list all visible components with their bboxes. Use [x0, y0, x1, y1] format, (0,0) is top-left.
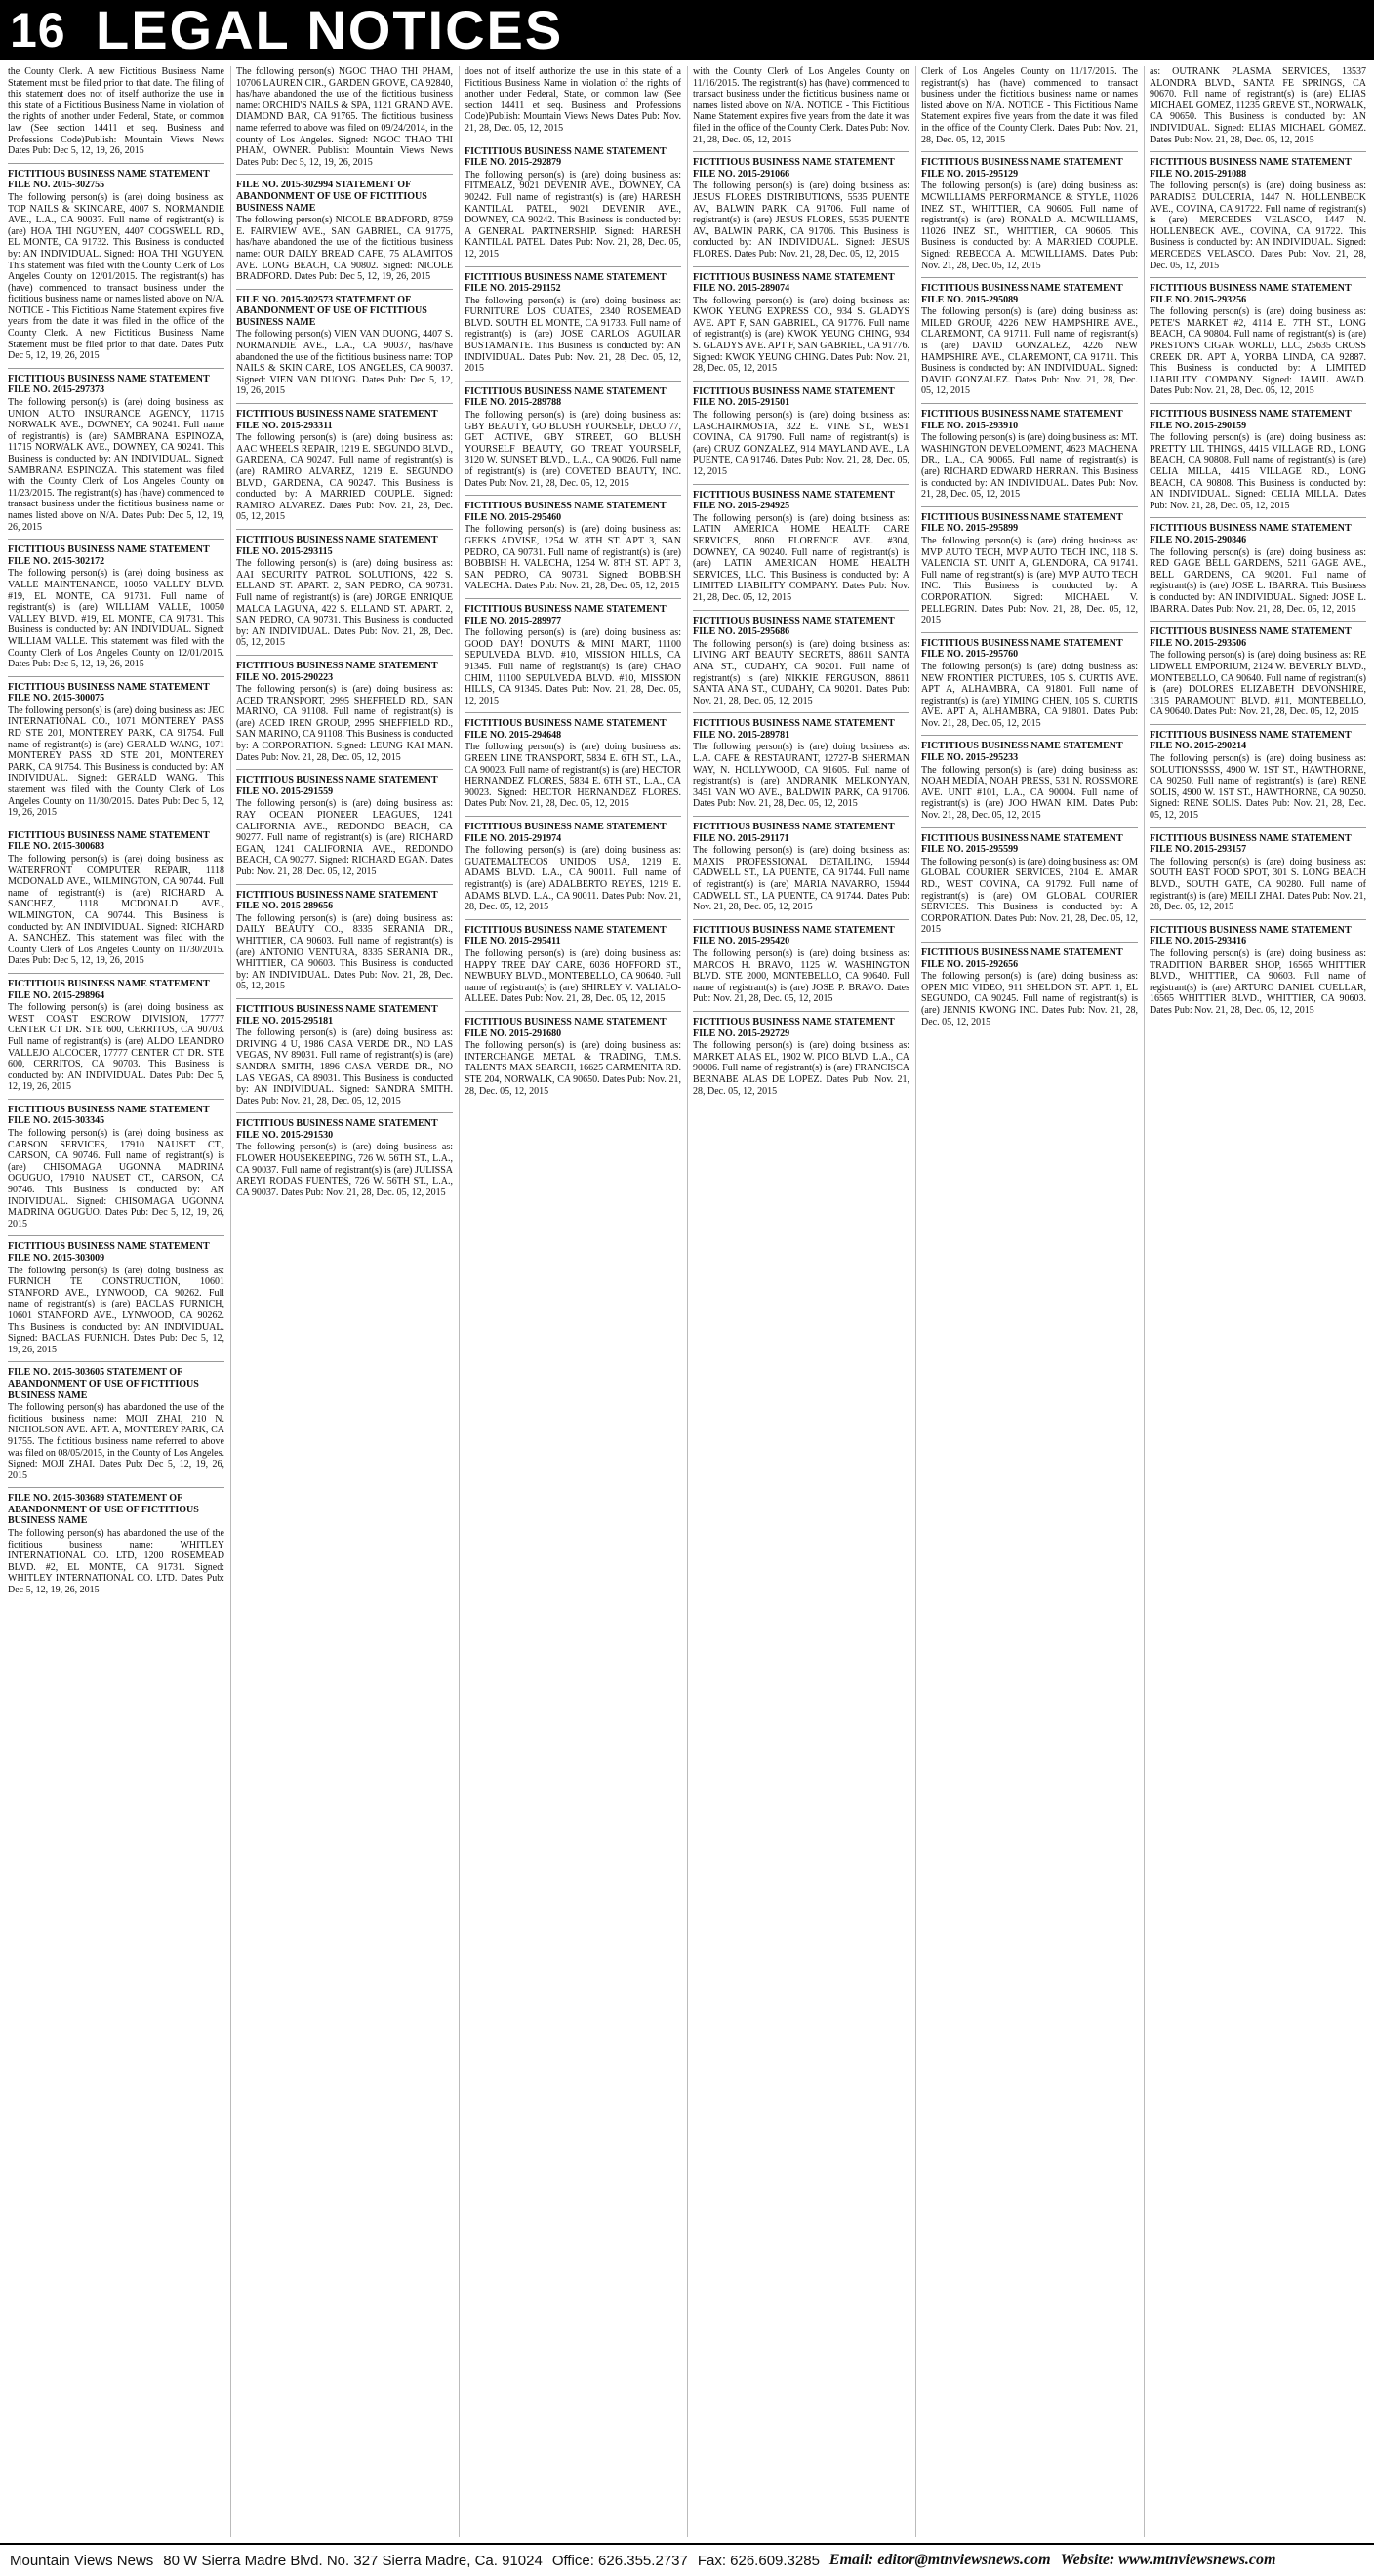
notice-title: FICTITIOUS BUSINESS NAME STATEMENT FILE NO. 2015-291171 — [693, 822, 895, 844]
notice-body: The following person(s) is (are) doing business as: NEW FRONTIER PICTURES, 105 S. CURTIS AVE. APT A, ALHAMBRA, CA 91801. Full name of registrant(s) is (are) YIMING CHEN, 105 S. CURTIS AVE. APT A, ALHAMBRA, CA 91801. Dates Pub: Nov. 21, 28, Dec. 05, 12, 2015 — [921, 661, 1138, 729]
legal-notice — [1150, 523, 1366, 615]
notice-body: The following person(s) is (are) doing business as: FLOWER HOUSEKEEPING, 726 W. 56TH ST., L.A., CA 90037. Full name of registrant(s) is (are) JULISSA AREYI RODAS FUENTES, 726 W. 56TH ST., L.A., CA 90037. Dates Pub: Nov. 21, 28, Dec. 05, 12, 2015 — [236, 1142, 453, 1198]
legal-notice — [236, 295, 453, 397]
notice-divider — [465, 919, 681, 920]
notice-title: FICTITIOUS BUSINESS NAME STATEMENT FILE NO. 2015-291088 — [1150, 157, 1352, 180]
legal-notice — [465, 272, 681, 375]
notice-divider — [465, 598, 681, 599]
notice-title: FICTITIOUS BUSINESS NAME STATEMENT FILE NO. 2015-297373 — [8, 373, 210, 396]
notice-divider — [1150, 277, 1366, 278]
legal-notice — [921, 157, 1138, 271]
notice-title: FICTITIOUS BUSINESS NAME STATEMENT FILE NO. 2015-294925 — [693, 489, 895, 512]
legal-notice — [1150, 833, 1366, 913]
notice-body: The following person(s) is (are) doing business as: RAY OCEAN PIONEER LEAGUES, 1241 CALIFORNIA AVE., REDONDO BEACH, CA 90277. Full name of registrant(s) is (are) RICHARD EGAN, 1241 CALIFORNIA AVE., REDONDO BEACH, CA 90277. Signed: RICHARD EGAN. Dates Pub: Nov. 21, 28, Dec. 05, 12, 2015 — [236, 798, 453, 877]
notice-title: FICTITIOUS BUSINESS NAME STATEMENT FILE NO. 2015-294648 — [465, 718, 667, 741]
notice-column — [687, 66, 909, 2537]
notice-body: The following person(s) is (are) doing business as: FITMEALZ, 9021 DEVENIR AVE., DOWNEY, CA 90242. Full name of registrant(s) is (are) HARESH KANTILAL PATEL, 9021 DEVENIR AVE., DOWNEY, CA 90242. This Business is conducted by: A GENERAL PARTNERSHIP. Signed: HARESH KANTILAL PATEL. Dates Pub: Nov. 21, 28, Dec. 05, 12, 2015 — [465, 169, 681, 260]
notice-title: FICTITIOUS BUSINESS NAME STATEMENT FILE NO. 2015-291680 — [465, 1016, 667, 1039]
legal-notice — [236, 775, 453, 877]
notice-divider — [921, 151, 1138, 152]
notice-title: FICTITIOUS BUSINESS NAME STATEMENT FILE NO. 2015-291501 — [693, 385, 895, 409]
notice-title: FICTITIOUS BUSINESS NAME STATEMENT FILE NO. 2015-295899 — [921, 511, 1123, 535]
legal-notice — [921, 638, 1138, 730]
notice-columns — [8, 66, 1366, 2537]
notice-divider — [693, 919, 909, 920]
notice-body: The following person(s) is (are) doing business as: DAILY BEAUTY CO., 8335 SERANIA DR., WHITTIER, CA 90603. Full name of registrant(s) is (are) ANTONIO VENTURA, 8335 SERANIA DR., WHITTIER, CA 90603. This Business is conducted by: AN INDIVIDUAL. Dates Pub: Nov. 21, 28, Dec. 05, 12, 2015 — [236, 912, 453, 992]
notice-body: The following person(s) is (are) doing business as: AAI SECURITY PATROL SOLUTIONS, 422 S. ELLAND ST. APART. 2, SAN PEDRO, CA 90731. Full name of registrant(s) is (are) JORGE ENRIQUE MALCA LAGUNA, 422 S. ELLAND ST. APART. 2, SAN PEDRO, CA 90731. This Business is conducted by: AN INDIVIDUAL. Dates Pub: Nov. 21, 28, Dec. 05, 12, 2015 — [236, 558, 453, 649]
notice-divider — [921, 632, 1138, 633]
legal-notice — [465, 718, 681, 810]
notice-title: FICTITIOUS BUSINESS NAME STATEMENT FILE NO. 2015-290846 — [1150, 523, 1352, 545]
legal-notice — [236, 66, 453, 168]
notice-title: FICTITIOUS BUSINESS NAME STATEMENT FILE NO. 2015-291559 — [236, 775, 438, 797]
legal-notice — [693, 490, 909, 604]
notice-body: The following person(s) is (are) doing business as: OM GLOBAL COURIER SERVICES, 2104 E. AMAR RD., WEST COVINA, CA 91792. Full name of registrant(s) is (are) OM GLOBAL COURIER SERVICES. This Business is conducted by: A CORPORATION. Dates Pub: Nov. 21, 28, Dec. 05, 12, 2015 — [921, 856, 1138, 936]
notice-divider — [236, 655, 453, 656]
notice-body: The following person(s) is (are) doing business as: RE LIDWELL EMPORIUM, 2124 W. BEVERLY BLVD., MONTEBELLO, CA 90640. Full name of registrant(s) is (are) DOLORES ELIZABETH DEVONSHIRE, 1315 PARAMOUNT BLVD. #11, MONTEBELLO, CA 90640. Dates Pub: Nov. 21, 28, Dec. 05, 12, 2015 — [1150, 650, 1366, 718]
masthead — [0, 0, 1374, 60]
notice-title: FICTITIOUS BUSINESS NAME STATEMENT FILE NO. 2015-295129 — [921, 157, 1123, 180]
section-title: LEGAL NOTICES — [96, 0, 564, 60]
notice-title: FICTITIOUS BUSINESS NAME STATEMENT FILE NO. 2015-291152 — [465, 271, 667, 295]
legal-notice — [693, 822, 909, 913]
notice-title: FICTITIOUS BUSINESS NAME STATEMENT FILE NO. 2015-293256 — [1150, 283, 1352, 305]
notice-body: The following person(s) is (are) doing business as: WATERFRONT COMPUTER REPAIR, 1118 MCDONALD AVE., WILMINGTON, CA 90744. Full name of registrant(s) is (are) RICHARD A. SANCHEZ, 1118 MCDONALD AVE., WILMINGTON, CA 90744. This Business is conducted by: AN INDIVIDUAL. Signed: RICHARD A. SANCHEZ. This statement was filed with the County Clerk of Los Angeles County on 11/30/2015. Dates Pub: Dec 5, 12, 19, 26, 2015 — [8, 854, 224, 967]
legal-notice — [8, 682, 224, 819]
notice-body: The following person(s) is (are) doing business as: MARKET ALAS EL, 1902 W. PICO BLVD. L.A., CA 90006. Full name of registrant(s) is (are) FRANCISCA BERNABE ALAS DE LOPEZ. Dates Pub: Nov. 21, 28, Dec. 05, 12, 2015 — [693, 1040, 909, 1097]
legal-notice — [693, 66, 909, 145]
notice-body: The following person(s) is (are) doing business as: KWOK YEUNG EXPRESS CO., 934 S. GLADYS AVE. APT F, SAN GABRIEL, CA 91776. Full name of registrant(s) is (are) KWOK YEUNG CHING, 934 S. GLADYS AVE. APT F, SAN GABRIEL, CA 91776. Signed: KWOK YEUNG CHING. Dates Pub: Nov. 21, 28, Dec. 05, 12, 2015 — [693, 295, 909, 375]
notice-body: The following person(s) is (are) doing business as: JEC INTERNATIONAL CO., 1071 MONTEREY PASS RD STE 201, MONTEREY PARK, CA 91754. Full name of registrant(s) is (are) GERALD WANG, 1071 MONTEREY PASS RD STE 201, MONTEREY PARK, CA 91754. This Business is conducted by: AN INDIVIDUAL. Signed: GERALD WANG. This statement was filed with the County Clerk of Los Angeles County on 11/30/2015. Dates Pub: Dec 5, 12, 19, 26, 2015 — [8, 704, 224, 819]
legal-notice — [236, 1004, 453, 1107]
notice-body: The following person(s) is (are) doing business as: TOP NAILS & SKINCARE, 4007 S. NORMANDIE AVE., L.A., CA 90037. Full name of registrant(s) is (are) HOA THI NGUYEN, 4407 COGSWELL RD., EL MONTE, CA 91732. This Business is conducted by: AN INDIVIDUAL. Signed: HOA THI NGUYEN. This statement was filed with the County Clerk of Los Angeles County on 12/01/2015. The registrant(s) has (have) commenced to transact business under the fictitious business name or names listed above on N/A. NOTICE - This Fictitious Name Statement expires five years from the date it was filed in the office of the County Clerk. A new Fictitious Business Name Statement must be filed prior to that date. Dates Pub: Dec 5, 12, 19, 26, 2015 — [8, 191, 224, 362]
notice-body: The following person(s) is (are) doing business as: L.A. CAFE & RESTAURANT, 12727-B SHERMAN WAY, N. HOLLYWOOD, CA 91605. Full name of registrant(s) is (are) ANDRANIK MELKONYAN, 3451 VAN WO AVE., BALDWIN PARK, CA 91706. Dates Pub: Nov. 21, 28, Dec. 05, 12, 2015 — [693, 742, 909, 810]
notice-body: The following person(s) is (are) doing business as: VALLE MAINTENANCE, 10050 VALLEY BLVD. #19, EL MONTE, CA 91731. Full name of registrant(s) is (are) WILLIAM VALLE, 10050 VALLEY BLVD. #19, EL MONTE, CA 91731. This Business is conducted by: AN INDIVIDUAL. Signed: WILLIAM VALLE. This statement was filed with the County Clerk of Los Angeles County on 12/01/2015. Dates Pub: Dec 5, 12, 19, 26, 2015 — [8, 568, 224, 670]
notice-divider — [236, 174, 453, 175]
notice-divider — [465, 816, 681, 817]
notice-title: FICTITIOUS BUSINESS NAME STATEMENT FILE NO. 2015-289656 — [236, 889, 438, 912]
notice-divider — [693, 610, 909, 611]
notice-divider — [236, 884, 453, 885]
legal-notice — [8, 1493, 224, 1595]
notice-column — [1144, 66, 1366, 2537]
notice-body: The following person(s) is (are) doing business as: PARADISE DULCERIA, 1447 N. HOLLENBECK AVE., COVINA, CA 91722. Full name of registrant(s) is (are) MERCEDES VELASCO, 1447 N. HOLLENBECK AVE., COVINA, CA 91722. This Business is conducted by: AN INDIVIDUAL. Signed: MERCEDES VELASCO. Dates Pub: Nov. 21, 28, Dec. 05, 12, 2015 — [1150, 181, 1366, 271]
notice-divider — [1150, 919, 1366, 920]
notice-body: The following person(s) is (are) doing business as: HAPPY TREE DAY CARE, 6036 HOFFORD ST., NEWBURY BLVD., MONTEBELLO, CA 90640. Full name of registrant(s) is (are) SHIRLEY V. VALIALO-ALLEE. Dates Pub: Nov. 21, 28, Dec. 05, 12, 2015 — [465, 947, 681, 1005]
notice-divider — [693, 151, 909, 152]
legal-notice — [465, 1017, 681, 1097]
notice-title: FILE NO. 2015-303689 STATEMENT OF ABANDONMENT OF USE OF FICTITIOUS BUSINESS NAME — [8, 1493, 199, 1527]
notice-divider — [693, 484, 909, 485]
notice-title: FICTITIOUS BUSINESS NAME STATEMENT FILE NO. 2015-295181 — [236, 1003, 438, 1026]
notice-divider — [1150, 621, 1366, 622]
notice-title: FICTITIOUS BUSINESS NAME STATEMENT FILE NO. 2015-290223 — [236, 660, 438, 683]
footer-fax: Fax: 626.609.3285 — [697, 2552, 820, 2569]
legal-notice — [465, 822, 681, 913]
legal-notice — [921, 409, 1138, 501]
notice-divider — [1150, 827, 1366, 828]
notice-divider — [465, 712, 681, 713]
notice-body: The following person(s) is (are) doing business as: MILED GROUP, 4226 NEW HAMPSHIRE AVE., CLAREMONT, CA 91711. Full name of registrant(s) is (are) DAVID GONZALEZ, 4226 NEW HAMPSHIRE AVE., CLAREMONT, CA 91711. This Business is conducted by: AN INDIVIDUAL. Signed: DAVID GONZALEZ. Dates Pub: Nov. 21, 28, Dec. 05, 12, 2015 — [921, 306, 1138, 397]
notice-body: The following person(s) is (are) doing business as: FURNICH TE CONSTRUCTION, 10601 STANFORD AVE., LYNWOOD, CA 90262. Full name of registrant(s) is (are) BACLAS FURNICH, 10601 STANFORD AVE., LYNWOOD, CA 90262. This Business is conducted by: AN INDIVIDUAL. Signed: BACLAS FURNICH. Dates Pub: Dec 5, 12, 19, 26, 2015 — [8, 1265, 224, 1355]
notice-column — [915, 66, 1138, 2537]
notice-body: The following person(s) is (are) doing business as: TRADITION BARBER SHOP, 16565 WHITTIER BLVD., WHITTIER, CA 90603. Full name of registrant(s) is (are) ARTURO DANIEL CUELLAR, 16565 WHITTIER BLVD., WHITTIER, CA 90603. Dates Pub: Nov. 21, 28, Dec. 05, 12, 2015 — [1150, 947, 1366, 1016]
notice-title: FICTITIOUS BUSINESS NAME STATEMENT FILE NO. 2015-298964 — [8, 978, 210, 1001]
legal-notice — [8, 1105, 224, 1230]
legal-notice — [8, 169, 224, 362]
notice-divider — [1150, 517, 1366, 518]
notice-divider — [8, 676, 224, 677]
notice-title: FICTITIOUS BUSINESS NAME STATEMENT FILE NO. 2015-293157 — [1150, 832, 1352, 856]
notice-body: The following person(s) is (are) doing business as: GBY BEAUTY, GO BLUSH YOURSELF, DECO 77, GET ACTIVE, GBY STREET, GO BLUSH YOURSELF BEAUTY, GO TREAT YOURSELF, 3120 W. SUNSET BLVD., L.A., CA 90026. Full name of registrant(s) is (are) COVETED BEAUTY, INC. Dates Pub: Nov. 21, 28, Dec. 05, 12, 2015 — [465, 410, 681, 489]
notice-body: The following person(s) is (are) doing business as: GEEKS ADVISE, 1254 W. 8TH ST. APT 3, SAN PEDRO, CA 90731. Full name of registrant(s) is (are) BOBBISH H. VALECHA, 1254 W. 8TH ST. APT 3, SAN PEDRO, CA 90731. Signed: BOBBISH VALECHA. Dates Pub: Nov. 21, 28, Dec. 05, 12, 2015 — [465, 524, 681, 592]
legal-notice — [236, 661, 453, 763]
notice-divider — [693, 816, 909, 817]
notice-divider — [236, 1112, 453, 1113]
notice-title: FILE NO. 2015-302994 STATEMENT OF ABANDONMENT OF USE OF FICTITIOUS BUSINESS NAME — [236, 180, 427, 214]
notice-divider — [236, 998, 453, 999]
notice-body: The following person(s) is (are) doing business as: CARSON SERVICES, 17910 NAUSET CT., CARSON, CA 90746. Full name of registrant(s) is (are) CHISOMAGA UGONNA MADRINA OGUGUO, 17910 NAUSET CT., CARSON, CA 90746. This Business is conducted by: AN INDIVIDUAL. Signed: CHISOMAGA UGONNA MADRINA OGUGUO. Dates Pub: Dec 5, 12, 19, 26, 2015 — [8, 1128, 224, 1229]
legal-notice — [236, 535, 453, 649]
notice-body: The following person(s) is (are) doing business as: LASCHAIRMOSTA, 322 E. VINE ST., WEST COVINA, CA 91790. Full name of registrant(s) is (are) CRUZ GONZALEZ, 914 MAYLAND AVE., LA PUENTE, CA 91746. Dates Pub: Nov. 21, 28, Dec. 05, 12, 2015 — [693, 410, 909, 477]
notice-body: The following person(s) is (are) doing business as: PETE'S MARKET #2, 4114 E. 7TH ST., LONG BEACH, CA 90804. Full name of registrant(s) is (are) PRESTON'S CIGAR WORLD, LLC, 25635 CROSS CREEK DR. APT A, YORBA LINDA, CA 92887. This Business is conducted by: A LIMITED LIABILITY COMPANY. Signed: JAMIL AWAD. Dates Pub: Nov. 21, 28, Dec. 05, 12, 2015 — [1150, 306, 1366, 397]
legal-notice — [465, 66, 681, 135]
notice-divider — [693, 1011, 909, 1012]
notice-divider — [1150, 403, 1366, 404]
legal-notice — [236, 409, 453, 523]
notice-body: The following person(s) is (are) doing business as: AAC WHEELS REPAIR, 1219 E. SEGUNDO BLVD., GARDENA, CA 90247. Full name of registrant(s) is (are) RAMIRO ALVAREZ, 1219 E. SEGUNDO BLVD., GARDENA, CA 90247. This Business is conducted by: A MARRIED COUPLE. Signed: RAMIRO ALVAREZ. Dates Pub: Nov. 21, 28, Dec. 05, 12, 2015 — [236, 432, 453, 523]
notice-divider — [1150, 724, 1366, 725]
notice-body: The following person(s) VIEN VAN DUONG, 4407 S. NORMANDIE AVE., L.A., CA 90037, has/have abandoned the use of the fictitious business name: TOP NAILS & SKIN CARE, LOS ANGELES, CA 90037. Signed: VIEN VAN DUONG. Dates Pub: Dec 5, 12, 19, 26, 2015 — [236, 329, 453, 397]
notice-title: FICTITIOUS BUSINESS NAME STATEMENT FILE NO. 2015-303009 — [8, 1241, 210, 1264]
notice-title: FILE NO. 2015-302573 STATEMENT OF ABANDONMENT OF USE OF FICTITIOUS BUSINESS NAME — [236, 294, 427, 328]
legal-notice — [8, 1241, 224, 1355]
notice-title: FICTITIOUS BUSINESS NAME STATEMENT FILE NO. 2015-289977 — [465, 603, 667, 626]
footer-address: 80 W Sierra Madre Blvd. No. 327 Sierra Madre, Ca. 91024 — [163, 2552, 543, 2569]
notice-body: does not of itself authorize the use in this state of a Fictitious Business Name in violation of the rights of another under Federal, State, or common law (See section 14411 et seq. Business and Professions Code)Publish: Mountain Views News Dates Pub: Nov. 21, 28, Dec. 05, 12, 2015 — [465, 66, 681, 134]
notice-divider — [8, 539, 224, 540]
notice-title: FICTITIOUS BUSINESS NAME STATEMENT FILE NO. 2015-293115 — [236, 534, 438, 557]
legal-notice — [693, 272, 909, 375]
notice-divider — [236, 529, 453, 530]
legal-notice — [1150, 66, 1366, 145]
legal-notice — [8, 1367, 224, 1481]
notice-body: The following person(s) is (are) doing business as: GOOD DAY! DONUTS & MINI MART, 11100 SEPULVEDA BLVD. #10, MISSION HILLS, CA 91345. Full name of registrant(s) is (are) CHAO CHIM, 11100 SEPULVEDA BLVD. #10, MISSION HILLS, CA 91345. Dates Pub: Nov. 21, 28, Dec. 05, 12, 2015 — [465, 627, 681, 706]
notice-body: The following person(s) is (are) doing business as: ACED TRANSPORT, 2995 SHEFFIELD RD., SAN MARINO, CA 91108. Full name of registrant(s) is (are) ACED IREN GROUP, 2995 SHEFFIELD RD., SAN MARINO, CA 91108. This Business is conducted by: A CORPORATION. Signed: LEUNG KAI MAN. Dates Pub: Nov. 21, 28, Dec. 05, 12, 2015 — [236, 684, 453, 763]
notice-title: FICTITIOUS BUSINESS NAME STATEMENT FILE NO. 2015-293311 — [236, 409, 438, 431]
notice-divider — [236, 769, 453, 770]
notice-column — [459, 66, 681, 2537]
legal-notice — [8, 979, 224, 1093]
legal-notice — [921, 66, 1138, 145]
notice-body: The following person(s) is (are) doing business as: MT. WASHINGTON DEVELOPMENT, 4623 MACHENA DR., L.A., CA 90065. Full name of registrant(s) is (are) RICHARD EDWARD HERRAN. This Business is conducted by: AN INDIVIDUAL. Dates Pub: Nov. 21, 28, Dec. 05, 12, 2015 — [921, 432, 1138, 501]
legal-notice — [236, 1118, 453, 1198]
legal-notice — [8, 374, 224, 533]
notice-body: The following person(s) is (are) doing business as: JESUS FLORES DISTRIBUTIONS, 5535 PUENTE AV., BALWIN PARK, CA 91706. Full name of registrant(s) is (are) JESUS FLORES, 5535 PUENTE AV., BALWIN PARK, CA 91706. This Business is conducted by: AN INDIVIDUAL. Signed: JESUS FLORES. Dates Pub: Nov. 21, 28, Dec. 05, 12, 2015 — [693, 181, 909, 260]
legal-notice — [921, 283, 1138, 397]
notice-divider — [8, 973, 224, 974]
legal-notice — [693, 925, 909, 1005]
notice-divider — [8, 368, 224, 369]
notice-title: FICTITIOUS BUSINESS NAME STATEMENT FILE NO. 2015-291530 — [236, 1118, 438, 1141]
notice-divider — [693, 266, 909, 267]
legal-notice — [465, 386, 681, 489]
notice-title: FICTITIOUS BUSINESS NAME STATEMENT FILE NO. 2015-300683 — [8, 829, 210, 853]
notice-body: The following person(s) is (are) doing business as: NOAH MEDIA, NOAH PRESS, 531 N. ROSSMORE AVE. UNIT #101, L.A., CA 90004. Full name of registrant(s) is (are) JOO HWAN KIM. Dates Pub: Nov. 21, 28, Dec. 05, 12, 2015 — [921, 764, 1138, 822]
notice-body: The following person(s) is (are) doing business as: MCWILLIAMS PERFORMANCE & STYLE, 11026 INEZ ST., WHITTIER, CA 90605. Full name of registrant(s) is (are) RONALD A. MCWILLIAMS, 11026 INEZ ST., WHITTIER, CA 90605. This Business is conducted by: A MARRIED COUPLE. Signed: REBECCA A. MCWILLIAMS. Dates Pub: Nov. 21, 28, Dec. 05, 12, 2015 — [921, 181, 1138, 271]
legal-notice — [693, 386, 909, 478]
notice-title: FICTITIOUS BUSINESS NAME STATEMENT FILE NO. 2015-290214 — [1150, 729, 1352, 752]
notice-title: FICTITIOUS BUSINESS NAME STATEMENT FILE NO. 2015-302172 — [8, 544, 210, 567]
legal-notice — [693, 157, 909, 260]
notice-divider — [8, 1361, 224, 1362]
notice-body: as: OUTRANK PLASMA SERVICES, 13537 ALONDRA BLVD., SANTA FE SPRINGS, CA 90670. Full name of registrant(s) is (are) ELIAS MICHAEL GOMEZ, 11235 GREVE ST., NORWALK, CA 90650. This Business is conducted by: AN INDIVIDUAL. Signed: ELIAS MICHAEL GOMEZ. Dates Pub: Nov. 21, 28, Dec. 05, 12, 2015 — [1150, 66, 1366, 145]
notice-title: FICTITIOUS BUSINESS NAME STATEMENT FILE NO. 2015-295686 — [693, 615, 895, 638]
notice-title: FICTITIOUS BUSINESS NAME STATEMENT FILE NO. 2015-302755 — [8, 168, 210, 191]
legal-notice — [921, 512, 1138, 626]
notice-body: The following person(s) is (are) doing business as: INTERCHANGE METAL & TRADING, T.M.S. TALENTS MAX SEARCH, 16625 CARMENITA RD. STE 204, NORWALK, CA 90650. Dates Pub: Nov. 21, 28, Dec. 05, 12, 2015 — [465, 1040, 681, 1097]
notice-divider — [8, 1235, 224, 1236]
notice-column — [8, 66, 224, 2537]
notice-body: The following person(s) is (are) doing business as: LIVING ART BEAUTY SECRETS, 88611 SANTA ANA ST., CUDAHY, CA 90201. Full name of registrant(s) is (are) NIKKIE FERGUSON, 88611 SANTA ANA ST., CUDAHY, CA 90201. Dates Pub: Nov. 21, 28, Dec. 05, 12, 2015 — [693, 638, 909, 706]
legal-notice — [921, 833, 1138, 936]
notice-title: FICTITIOUS BUSINESS NAME STATEMENT FILE NO. 2015-289074 — [693, 271, 895, 295]
legal-notice — [465, 925, 681, 1005]
notice-title: FICTITIOUS BUSINESS NAME STATEMENT FILE NO. 2015-295460 — [465, 501, 667, 523]
notice-title: FICTITIOUS BUSINESS NAME STATEMENT FILE NO. 2015-291974 — [465, 822, 667, 844]
notice-title: FICTITIOUS BUSINESS NAME STATEMENT FILE NO. 2015-292656 — [921, 946, 1123, 970]
notice-divider — [8, 1099, 224, 1100]
notice-title: FICTITIOUS BUSINESS NAME STATEMENT FILE NO. 2015-293910 — [921, 409, 1123, 431]
legal-notice — [1150, 626, 1366, 718]
notice-title: FICTITIOUS BUSINESS NAME STATEMENT FILE NO. 2015-295411 — [465, 924, 667, 947]
notice-body: The following person(s) is (are) doing business as: GUATEMALTECOS UNIDOS USA, 1219 E. ADAMS BLVD. L.A., CA 90011. Full name of registrant(s) is (are) ADALBERTO REYES, 1219 E. ADAMS BLVD. L.A., CA 90011. Dates Pub: Nov. 21, 28, Dec. 05, 12, 2015 — [465, 845, 681, 913]
notice-title: FICTITIOUS BUSINESS NAME STATEMENT FILE NO. 2015-303345 — [8, 1104, 210, 1127]
legal-notice — [1150, 925, 1366, 1017]
page-number: 16 — [10, 3, 66, 58]
legal-notice — [465, 604, 681, 706]
notice-divider — [8, 1487, 224, 1488]
notice-divider — [921, 735, 1138, 736]
notice-body: The following person(s) is (are) doing business as: PRETTY LIL THINGS, 4415 VILLAGE RD., LONG BEACH, CA 90808. Full name of registrant(s) is (are) CELIA MILLA, 4415 VILLAGE RD., LONG BEACH, CA 90808. This Business is conducted by: AN INDIVIDUAL. Signed: CELIA MILLA. Dates Pub: Nov. 21, 28, Dec. 05, 12, 2015 — [1150, 432, 1366, 511]
notice-body: The following person(s) is (are) doing business as: FURNITURE LOS CUATES, 2340 ROSEMEAD BLVD. SOUTH EL MONTE, CA 91733. Full name of registrant(s) is (are) JOSE CARLOS AGUILAR BUSTAMANTE. This Business is conducted by: AN INDIVIDUAL. Dates Pub: Nov. 21, 28, Dec. 05, 12, 2015 — [465, 295, 681, 375]
notice-title: FILE NO. 2015-303605 STATEMENT OF ABANDONMENT OF USE OF FICTITIOUS BUSINESS NAME — [8, 1367, 199, 1401]
notice-divider — [921, 942, 1138, 943]
notice-body: The following person(s) is (are) doing business as: LATIN AMERICA HOME HEALTH CARE SERVICES, 8060 FLORENCE AVE. #304, DOWNEY, CA 90240. Full name of registrant(s) is (are) LATIN AMERICAN HOME HEALTH SERVICES, LLC. This Business is conducted by: A LIMITED LIABILITY COMPANY. Dates Pub: Nov. 21, 28, Dec. 05, 12, 2015 — [693, 512, 909, 603]
notice-divider — [236, 403, 453, 404]
notice-title: FICTITIOUS BUSINESS NAME STATEMENT FILE NO. 2015-291066 — [693, 157, 895, 180]
notice-column — [230, 66, 453, 2537]
footer-office-phone: Office: 626.355.2737 — [551, 2552, 688, 2569]
legal-notice — [921, 741, 1138, 821]
legal-notice — [693, 718, 909, 810]
legal-notice — [1150, 730, 1366, 822]
legal-notice — [693, 1017, 909, 1097]
legal-notice — [465, 501, 681, 592]
legal-notice — [921, 947, 1138, 1027]
notice-body: Clerk of Los Angeles County on 11/17/2015. The registrant(s) has (have) commenced to transact business under the fictitious business name or names listed above on N/A. NOTICE - This Fictitious Name Statement expires five years from the date it was filed in the office of the County Clerk. Dates Pub: Nov. 21, 28, Dec. 05, 12, 2015 — [921, 66, 1138, 145]
legal-notice — [8, 544, 224, 670]
notice-body: The following person(s) is (are) doing business as: GREEN LINE TRANSPORT, 5834 E. 6TH ST., L.A., CA 90023. Full name of registrant(s) is (are) HECTOR HERNANDEZ FLORES, 5834 E. 6TH ST., L.A., CA 90023. Signed: HECTOR HERNANDEZ FLORES. Dates Pub: Nov. 21, 28, Dec. 05, 12, 2015 — [465, 742, 681, 810]
notice-title: FICTITIOUS BUSINESS NAME STATEMENT FILE NO. 2015-289788 — [465, 385, 667, 409]
notice-divider — [921, 277, 1138, 278]
footer-email[interactable]: Email: editor@mtnviewsnews.com — [828, 2552, 1051, 2568]
notice-body: The following person(s) is (are) doing business as: UNION AUTO INSURANCE AGENCY, 11715 NORWALK AVE., DOWNEY, CA 90241. Full name of registrant(s) is (are) SAMBRANA ESPINOZA, 11715 NORWALK AVE., DOWNEY, CA 90241. This Business is conducted by: AN INDIVIDUAL. Signed: SAMBRANA ESPINOZA. This statement was filed with the County Clerk of Los Angeles County on 11/23/2015. The registrant(s) has (have) commenced to transact business under the fictitious business name or names listed above on N/A. Dates Pub: Dec 5, 12, 19, 26, 2015 — [8, 397, 224, 533]
notice-body: The following person(s) NICOLE BRADFORD, 8759 E. FAIRVIEW AVE., SAN GABRIEL, CA 91775, has/have abandoned the use of the fictitious business name: OUR DAILY BREAD CAFE, 75 ALAMITOS AVE. LONG BEACH, CA 90802. Signed: NICOLE BRADFORD. Dates Pub: Dec 5, 12, 19, 26, 2015 — [236, 215, 453, 283]
notice-title: FICTITIOUS BUSINESS NAME STATEMENT FILE NO. 2015-300075 — [8, 681, 210, 704]
notice-divider — [921, 403, 1138, 404]
notice-title: FICTITIOUS BUSINESS NAME STATEMENT FILE NO. 2015-295760 — [921, 637, 1123, 661]
notice-body: The following person(s) is (are) doing business as: WEST COAST ESCROW DIVISION, 17777 CENTER CT DR. STE 600, CERRITOS, CA 90703. Full name of registrant(s) is (are) ALDO LEANDRO VALLEJO ALCOCER, 17777 CENTER CT DR. STE 600, CERRITOS, CA 90703. This Business is conducted by: AN INDIVIDUAL. Dates Pub: Dec 5, 12, 19, 26, 2015 — [8, 1002, 224, 1093]
notice-title: FICTITIOUS BUSINESS NAME STATEMENT FILE NO. 2015-292729 — [693, 1016, 895, 1039]
notice-title: FICTITIOUS BUSINESS NAME STATEMENT FILE NO. 2015-293416 — [1150, 924, 1352, 947]
notice-body: The following person(s) is (are) doing business as: OPEN MIC VIDEO, 911 SHELDON ST. APT. 1, EL SEGUNDO, CA 90245. Full name of registrant(s) is (are) JENNIS KWONG INC. Dates Pub: Nov. 21, 28, Dec. 05, 12, 2015 — [921, 971, 1138, 1027]
notice-divider — [236, 289, 453, 290]
notice-divider — [465, 1011, 681, 1012]
notice-body: The following person(s) has abandoned the use of the fictitious business name: MOJI ZHAI, 210 N. NICHOLSON AVE. APT. A, MONTEREY PARK, CA 91755. The fictitious business name referred to above was filed on 08/05/2015, in the County of Los Angeles. Signed: MOJI ZHAI. Dates Pub: Dec 5, 12, 19, 26, 2015 — [8, 1402, 224, 1481]
footer-website[interactable]: Website: www.mtnviewsnews.com — [1060, 2552, 1276, 2568]
notice-title: FICTITIOUS BUSINESS NAME STATEMENT FILE NO. 2015-295420 — [693, 924, 895, 947]
legal-notice — [1150, 409, 1366, 511]
footer-paper-name: Mountain Views News — [10, 2552, 154, 2569]
notice-title: FICTITIOUS BUSINESS NAME STATEMENT FILE NO. 2015-293506 — [1150, 626, 1352, 649]
notice-title: FICTITIOUS BUSINESS NAME STATEMENT FILE NO. 2015-295089 — [921, 283, 1123, 305]
footer — [0, 2543, 1374, 2576]
legal-notice — [236, 890, 453, 992]
legal-notice — [693, 616, 909, 707]
notice-title: FICTITIOUS BUSINESS NAME STATEMENT FILE NO. 2015-292879 — [465, 145, 667, 169]
notice-divider — [1150, 151, 1366, 152]
notice-body: The following person(s) is (are) doing business as: MVP AUTO TECH, MVP AUTO TECH INC, 118 S. VALENCIA ST. UNIT A, GLENDORA, CA 91741. Full name of registrant(s) is (are) MVP AUTO TECH INC. This Business is conducted by: A CORPORATION. Signed: MICHAEL V. PELLEGRIN. Dates Pub: Nov. 21, 28, Dec. 05, 12, 2015 — [921, 535, 1138, 626]
notice-body: The following person(s) NGOC THAO THI PHAM, 10706 LAUREN CIR., GARDEN GROVE, CA 92840, has/have abandoned the use of the fictitious business name: ORCHID'S NAILS & SPA, 1121 GRAND AVE. DIAMOND BAR, CA 91765. The fictitious business name referred to above was filed on 09/24/2014, in the county of Los Angeles. Signed: NGOC THAO THI PHAM, OWNER. Publish: Mountain Views News Dates Pub: Dec 5, 12, 19, 26, 2015 — [236, 66, 453, 168]
notice-divider — [921, 506, 1138, 507]
notice-title: FICTITIOUS BUSINESS NAME STATEMENT FILE NO. 2015-289781 — [693, 718, 895, 741]
legal-notice — [8, 830, 224, 967]
legal-notice — [1150, 157, 1366, 271]
notice-body: The following person(s) is (are) doing business as: RED GAGE BELL GARDENS, 5211 GAGE AVE., BELL GARDENS, CA 90201. Full name of registrant(s) is (are) JOSE L. IBARRA. This Business is conducted by: AN INDIVIDUAL. Signed: JOSE L. IBARRA. Dates Pub: Nov. 21, 28, Dec. 05, 12, 2015 — [1150, 546, 1366, 615]
notice-divider — [465, 266, 681, 267]
notice-body: The following person(s) is (are) doing business as: MAXIS PROFESSIONAL DETAILING, 15944 CADWELL ST., LA PUENTE, CA 91744. Full name of registrant(s) is (are) MARIA NAVARRO, 15944 CADWELL ST., LA PUENTE, CA 91744. Dates Pub: Nov. 21, 28, Dec. 05, 12, 2015 — [693, 845, 909, 913]
notice-title: FICTITIOUS BUSINESS NAME STATEMENT FILE NO. 2015-295233 — [921, 741, 1123, 764]
notice-divider — [465, 381, 681, 382]
notice-body: The following person(s) is (are) doing business as: DRIVING 4 U, 1986 CASA VERDE DR., NO LAS VEGAS, NV 89031. Full name of registrant(s) is (are) SANDRA SMITH, 1896 CASA VERDE DR., NO LAS VEGAS, CA 89031. This Business is conducted by: AN INDIVIDUAL. Signed: SANDRA SMITH. Dates Pub: Nov. 21, 28, Dec. 05, 12, 2015 — [236, 1027, 453, 1107]
notice-divider — [8, 163, 224, 164]
notice-title: FICTITIOUS BUSINESS NAME STATEMENT FILE NO. 2015-295599 — [921, 832, 1123, 856]
notice-body: The following person(s) is (are) doing business as: MARCOS H. BRAVO, 1125 W. WASHINGTON BLVD. STE 2000, MONTEBELLO, CA 90640. Full name of registrant(s) is (are) JOSE P. BRAVO. Dates Pub: Nov. 21, 28, Dec. 05, 12, 2015 — [693, 947, 909, 1005]
legal-notice — [236, 180, 453, 282]
notice-body: with the County Clerk of Los Angeles County on 11/16/2015. The registrant(s) has (have) commenced to transact business under the fictitious business name or names listed above on N/A. NOTICE - This Fictitious Name Statement expires five years from the date it was filed in the office of the County Clerk. Dates Pub: Nov. 21, 28, Dec. 05, 12, 2015 — [693, 66, 909, 145]
notice-body: the County Clerk. A new Fictitious Business Name Statement must be filed prior to that date. The filing of this statement does not of itself authorize the use in this state of a Fictitious Business Name in violation of the rights of another under Federal, State, or common law (See section 14411 et seq. Business and Professions Code)Publish: Mountain Views News Dates Pub: Dec 5, 12, 19, 26, 2015 — [8, 66, 224, 157]
notice-body: The following person(s) has abandoned the use of the fictitious business name: WHITLEY INTERNATIONAL CO. LTD, 1200 ROSEMEAD BLVD. #2, EL MONTE, CA 91731. Signed: WHITLEY INTERNATIONAL CO. LTD. Dates Pub: Dec 5, 12, 19, 26, 2015 — [8, 1528, 224, 1596]
legal-notice — [1150, 283, 1366, 397]
notice-divider — [693, 712, 909, 713]
notice-divider — [465, 495, 681, 496]
notice-body: The following person(s) is (are) doing business as: SOUTH EAST FOOD SPOT, 301 S. LONG BEACH BLVD., SOUTH GATE, CA 90280. Full name of registrant(s) is (are) MEILI ZHAI. Dates Pub: Nov. 21, 28, Dec. 05, 12, 2015 — [1150, 856, 1366, 913]
notice-body: The following person(s) is (are) doing business as: SOLUTIONSSSS, 4900 W. 1ST ST., HAWTHORNE, CA 90250. Full name of registrant(s) is (are) RENE SOLIS, 4900 W. 1ST ST., HAWTHORNE, CA 90250. Signed: RENE SOLIS. Dates Pub: Nov. 21, 28, Dec. 05, 12, 2015 — [1150, 753, 1366, 822]
notice-title: FICTITIOUS BUSINESS NAME STATEMENT FILE NO. 2015-290159 — [1150, 409, 1352, 431]
notice-divider — [693, 381, 909, 382]
legal-notice — [8, 66, 224, 157]
notice-divider — [921, 827, 1138, 828]
legal-notice — [465, 146, 681, 261]
